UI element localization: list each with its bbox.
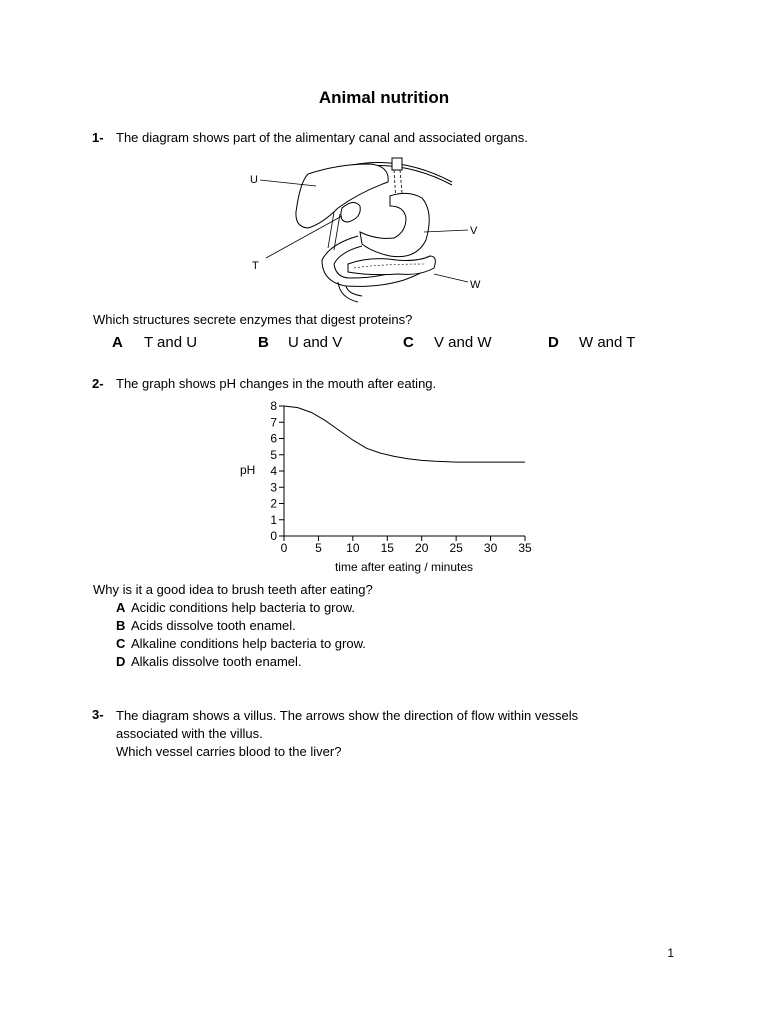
x-tick-label: 25 <box>449 541 463 555</box>
question-3-line-1: The diagram shows a villus. The arrows show the direction of flow within vessels <box>116 708 579 723</box>
y-axis <box>270 399 284 543</box>
option-d-letter: D <box>548 334 559 351</box>
label-w: W <box>470 279 481 291</box>
x-axis-label: time after eating / minutes <box>334 560 474 574</box>
label-t: T <box>252 260 259 272</box>
option-b-letter: B <box>258 334 269 351</box>
alimentary-canal-diagram <box>230 152 540 312</box>
question-1-options <box>112 334 672 356</box>
x-tick-label: 5 <box>315 541 322 555</box>
ph-chart <box>230 396 550 578</box>
question-1-number: 1- <box>92 130 104 145</box>
y-tick-label: 1 <box>270 512 277 527</box>
label-u: U <box>250 174 258 186</box>
question-2-number: 2- <box>92 376 104 391</box>
question-2-question: Why is it a good idea to brush teeth after eating? <box>93 582 373 597</box>
label-v: V <box>470 225 478 237</box>
answer-b-text: Acids dissolve tooth enamel. <box>131 618 296 633</box>
y-tick-label: 4 <box>270 464 277 478</box>
question-3-line-2: associated with the villus. <box>116 726 263 741</box>
option-a-letter: A <box>112 334 123 351</box>
x-tick-label: 35 <box>518 541 532 555</box>
answer-c-letter: C <box>116 636 126 651</box>
question-3 <box>92 707 579 759</box>
y-tick-label: 2 <box>270 496 277 511</box>
y-tick-label: 3 <box>270 480 277 495</box>
question-2-intro <box>92 376 437 391</box>
x-axis <box>281 536 532 555</box>
y-axis-label: pH <box>240 463 256 477</box>
y-tick-label: 7 <box>270 415 277 430</box>
option-a-text: T and U <box>144 334 198 351</box>
answer-d-letter: D <box>116 654 126 669</box>
answer-c <box>116 636 366 651</box>
answer-c-text: Alkaline conditions help bacteria to grow. <box>131 636 366 651</box>
answer-d-text: Alkalis dissolve tooth enamel. <box>131 654 302 669</box>
x-tick-label: 20 <box>415 541 429 555</box>
x-tick-label: 10 <box>346 541 360 555</box>
answer-a <box>116 600 355 615</box>
question-1-question: Which structures secrete enzymes that digest proteins? <box>93 312 413 327</box>
option-c-letter: C <box>403 334 414 351</box>
page-number: 1 <box>667 946 674 960</box>
option-b-text: U and V <box>288 334 343 351</box>
question-3-line-3: Which vessel carries blood to the liver? <box>116 744 342 759</box>
y-tick-label: 6 <box>270 431 277 446</box>
answer-a-letter: A <box>116 600 126 615</box>
answer-a-text: Acidic conditions help bacteria to grow. <box>131 600 356 615</box>
ph-series-line <box>284 406 525 462</box>
x-tick-label: 0 <box>280 541 288 555</box>
answer-b-letter: B <box>116 618 126 633</box>
question-1-text: The diagram shows part of the alimentary canal and associated organs. <box>116 130 528 145</box>
answer-b <box>116 618 296 633</box>
y-tick-label: 8 <box>270 399 277 413</box>
option-d-text: W and T <box>579 334 636 351</box>
answer-d <box>116 654 302 669</box>
question-3-number: 3- <box>92 707 104 722</box>
x-tick-label: 30 <box>483 541 498 555</box>
question-1-intro <box>92 130 528 145</box>
option-c-text: V and W <box>434 334 492 351</box>
y-tick-label: 5 <box>270 447 277 462</box>
y-tick-label: 0 <box>270 529 277 543</box>
question-2-text: The graph shows pH changes in the mouth after eating. <box>116 376 437 391</box>
x-tick-label: 15 <box>380 541 394 555</box>
page-title: Animal nutrition <box>318 88 450 107</box>
